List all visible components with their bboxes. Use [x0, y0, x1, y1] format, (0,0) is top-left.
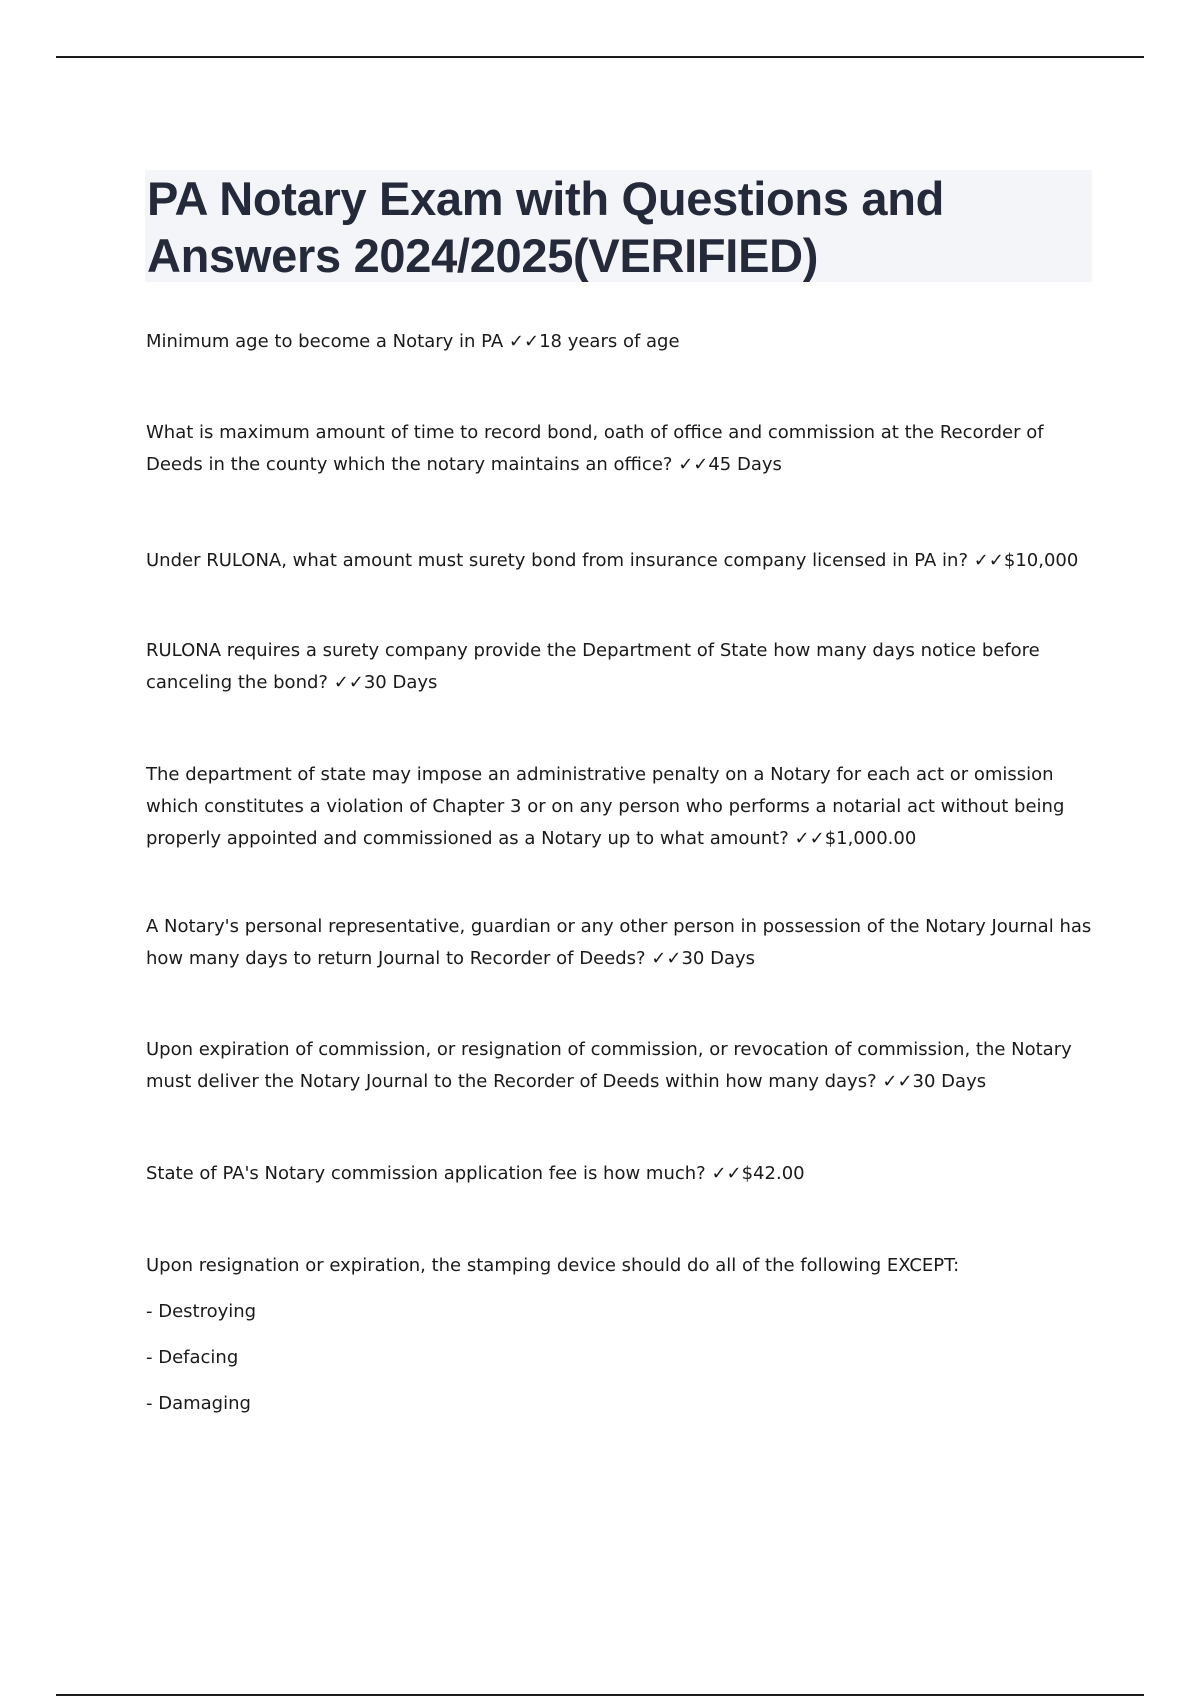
- check-icon: ✓✓: [508, 331, 540, 352]
- qa-item-6: [146, 911, 1096, 975]
- option-item: - Destroying: [146, 1301, 257, 1322]
- answer-text: $42.00: [741, 1163, 805, 1184]
- question-text: State of PA's Notary commission application fee is how much?: [146, 1163, 712, 1184]
- check-icon: ✓✓: [973, 550, 1004, 571]
- question-text: Upon expiration of commission, or resignation of commission, or revocation of commission, the Notary must deliver the Notary Journal to the Recorder of Deeds within how many days?: [146, 1039, 1072, 1092]
- qa-item-8: [146, 1158, 1096, 1190]
- answer-text: 30 Days: [681, 948, 756, 969]
- question-text: RULONA requires a surety company provide the Department of State how many days notice before canceling the bond?: [146, 640, 1040, 693]
- question-text: What is maximum amount of time to record bond, oath of office and commission at the Recorder of Deeds in the county which the notary maintains an office?: [146, 422, 1044, 475]
- answer-text: $1,000.00: [824, 828, 917, 849]
- option-item: - Defacing: [146, 1347, 239, 1368]
- bottom-rule: [56, 1694, 1144, 1696]
- question-text: Under RULONA, what amount must surety bond from insurance company licensed in PA in?: [146, 550, 974, 571]
- question-text: Upon resignation or expiration, the stamping device should do all of the following EXCEPT:: [146, 1255, 960, 1276]
- check-icon: ✓✓: [678, 454, 709, 475]
- qa-item-9: [146, 1250, 1096, 1282]
- check-icon: ✓✓: [333, 672, 364, 693]
- check-icon: ✓✓: [651, 948, 682, 969]
- title-block: [145, 170, 1092, 282]
- answer-text: $10,000: [1003, 550, 1079, 571]
- top-rule: [56, 56, 1144, 58]
- qa-item-7: [146, 1034, 1096, 1098]
- option-item: - Damaging: [146, 1393, 251, 1414]
- qa-item-2: [146, 417, 1096, 481]
- answer-text: 18 years of age: [539, 331, 680, 352]
- check-icon: ✓✓: [794, 828, 825, 849]
- qa-item-4: [146, 635, 1096, 699]
- check-icon: ✓✓: [882, 1071, 913, 1092]
- qa-item-3: [146, 545, 1096, 577]
- question-text: The department of state may impose an administrative penalty on a Notary for each act or omission which constitutes a violation of Chapter 3 or on any person who performs a notarial act without being properly appointed and commissioned as a Notary up to what amount?: [146, 764, 1065, 849]
- answer-text: 45 Days: [708, 454, 782, 475]
- answer-text: 30 Days: [912, 1071, 987, 1092]
- question-text: Minimum age to become a Notary in PA: [146, 331, 509, 352]
- page-title: PA Notary Exam with Questions and Answers 2024/2025(VERIFIED): [147, 172, 945, 282]
- qa-item-5: [146, 759, 1096, 855]
- answer-text: 30 Days: [363, 672, 438, 693]
- question-text: A Notary's personal representative, guardian or any other person in possession of the Notary Journal has how many days to return Journal to Recorder of Deeds?: [146, 916, 1092, 969]
- check-icon: ✓✓: [711, 1163, 742, 1184]
- qa-item-1: [146, 326, 1096, 358]
